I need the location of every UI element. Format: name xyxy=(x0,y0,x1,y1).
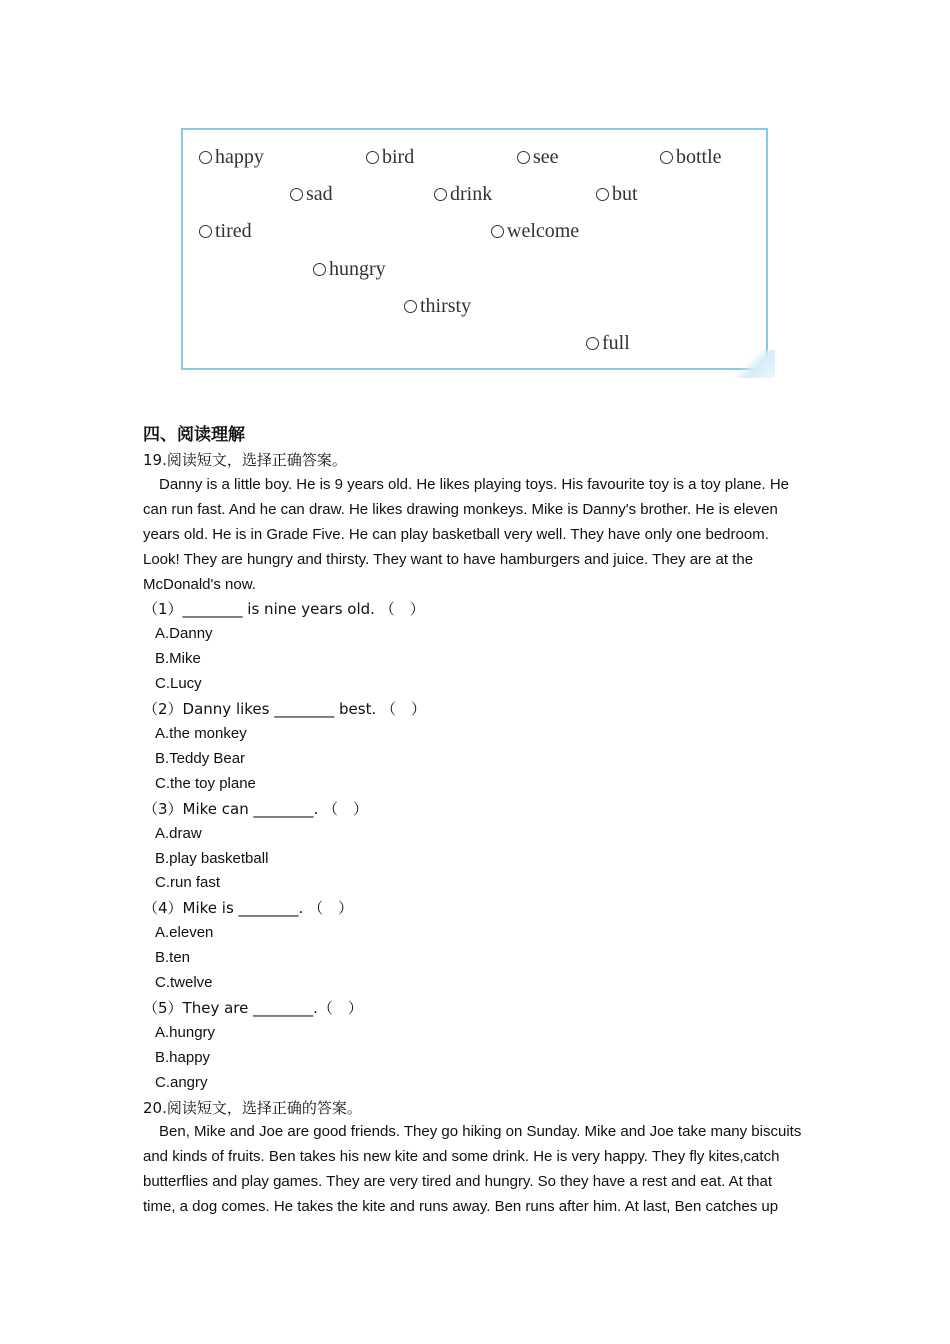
radio-circle-icon xyxy=(404,300,417,313)
word-option[interactable] xyxy=(404,295,471,318)
word-label: full xyxy=(602,332,630,354)
question-19-heading: 19.阅读短文，选择正确答案。 xyxy=(143,451,347,469)
word-label: hungry xyxy=(329,258,386,280)
sub-question-1: （1）________ is nine years old. （ ） xyxy=(143,600,425,619)
word-option[interactable] xyxy=(434,183,492,206)
answer-option[interactable]: C.angry xyxy=(155,1073,208,1091)
radio-circle-icon xyxy=(290,188,303,201)
word-option[interactable] xyxy=(313,258,386,281)
answer-option[interactable]: B.play basketball xyxy=(155,849,269,867)
radio-circle-icon xyxy=(491,225,504,238)
word-label: tired xyxy=(215,220,252,242)
question-20-heading: 20.阅读短文，选择正确的答案。 xyxy=(143,1098,362,1117)
answer-option[interactable]: B.Mike xyxy=(155,650,201,668)
answer-option[interactable]: C.Lucy xyxy=(155,675,202,693)
answer-option[interactable]: B.Teddy Bear xyxy=(155,749,246,767)
word-label: happy xyxy=(215,146,264,168)
word-option[interactable] xyxy=(660,146,722,169)
radio-circle-icon xyxy=(517,151,530,164)
answer-option[interactable]: C.twelve xyxy=(155,974,213,992)
sub-question-2: （2）Danny likes ________ best. （ ） xyxy=(143,700,426,719)
radio-circle-icon xyxy=(586,337,599,350)
radio-circle-icon xyxy=(660,151,673,164)
answer-option[interactable]: A.draw xyxy=(155,824,202,842)
word-option[interactable] xyxy=(586,332,630,355)
word-option[interactable] xyxy=(199,146,264,169)
answer-option[interactable]: C.the toy plane xyxy=(155,774,256,792)
word-label: but xyxy=(612,183,638,205)
answer-option[interactable]: B.ten xyxy=(155,949,191,967)
word-option[interactable] xyxy=(199,220,252,243)
word-label: see xyxy=(533,146,559,168)
radio-circle-icon xyxy=(313,263,326,276)
answer-option[interactable]: C.run fast xyxy=(155,874,221,892)
radio-circle-icon xyxy=(366,151,379,164)
word-label: thirsty xyxy=(420,295,472,317)
reading-section xyxy=(143,422,808,1220)
sub-question-4: （4）Mike is ________. （ ） xyxy=(143,899,354,918)
word-option[interactable] xyxy=(517,146,559,169)
answer-option[interactable]: A.Danny xyxy=(155,625,213,643)
word-option[interactable] xyxy=(596,183,638,206)
radio-circle-icon xyxy=(199,225,212,238)
answer-option[interactable]: A.eleven xyxy=(155,924,214,942)
word-option[interactable] xyxy=(491,220,579,243)
sub-question-3: （3）Mike can ________. （ ） xyxy=(143,799,369,818)
word-label: welcome xyxy=(507,220,580,242)
answer-option[interactable]: A.hungry xyxy=(155,1023,216,1041)
word-label: sad xyxy=(306,183,333,205)
question-20-passage: Ben, Mike and Joe are good friends. They go hiking on Sunday. Mike and Joe take many biscuits and kinds of fruits. Ben takes his new kite and some drink. He is very happy. They fly kites,catch butterflies and play games. They are very tired and hungry. So they have a rest and eat. At that time, a dog comes. He takes the kite and runs away. Ben runs after him. At last, Ben catches up xyxy=(143,1123,802,1216)
radio-circle-icon xyxy=(199,151,212,164)
word-option[interactable] xyxy=(366,146,414,169)
word-label: bird xyxy=(382,146,415,168)
section-title: 四、阅读理解 xyxy=(143,425,245,445)
sub-question-5: （5）They are ________.（ ） xyxy=(143,998,363,1017)
radio-circle-icon xyxy=(596,188,609,201)
word-option[interactable] xyxy=(290,183,333,206)
word-label: bottle xyxy=(676,146,722,168)
answer-option[interactable]: B.happy xyxy=(155,1048,211,1066)
radio-circle-icon xyxy=(434,188,447,201)
question-19-passage: Danny is a little boy. He is 9 years old. He likes playing toys. His favourite toy is a toy plane. He can run fast. And he can draw. He likes drawing monkeys. Mike is Danny's brother. He is eleven years old. He is in Grade Five. He can play basketball very well. They have only one bedroom. Look! They are hungry and thirsty. They want to have hamburgers and juice. They are at the McDonald's now. xyxy=(143,475,790,593)
answer-option[interactable]: A.the monkey xyxy=(155,724,247,742)
word-label: drink xyxy=(450,183,493,205)
